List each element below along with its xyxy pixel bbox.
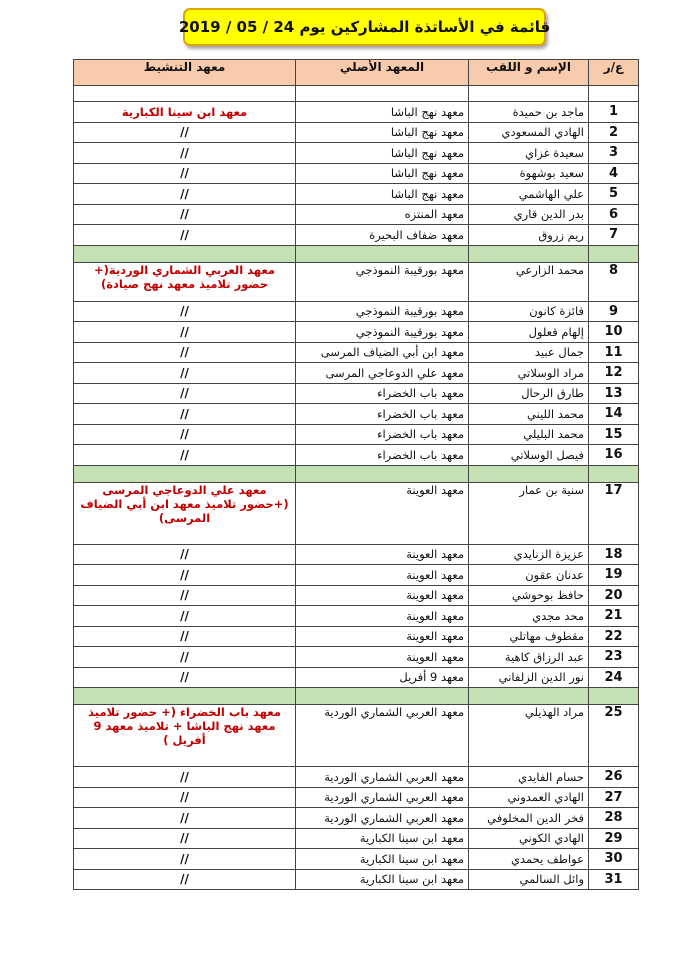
original-institute: معهد باب الخضراء	[296, 445, 469, 466]
participant-name: مقطوف مهاتلي	[469, 626, 589, 647]
activity-institute: //	[74, 143, 296, 164]
activity-institute: //	[74, 869, 296, 890]
table-row	[74, 647, 639, 668]
participants-table	[73, 59, 639, 890]
original-institute: معهد ابن سينا الكبارية	[296, 849, 469, 870]
original-institute: معهد العوينة	[296, 565, 469, 586]
table-row	[74, 163, 639, 184]
table-row	[74, 322, 639, 343]
table-row	[74, 705, 639, 767]
original-institute: معهد بورقيبة النموذجي	[296, 262, 469, 301]
participant-name: مراد الهذيلي	[469, 705, 589, 767]
participant-name: محمد الزارعي	[469, 262, 589, 301]
table-row	[74, 143, 639, 164]
row-number: 26	[589, 767, 639, 788]
table-row	[74, 404, 639, 425]
row-number: 6	[589, 204, 639, 225]
row-number: 24	[589, 667, 639, 688]
participant-name: عواطف يحمدي	[469, 849, 589, 870]
original-institute: معهد العوينة	[296, 544, 469, 565]
activity-institute: //	[74, 163, 296, 184]
row-number: 12	[589, 363, 639, 384]
row-number: 31	[589, 869, 639, 890]
participant-name: محمد البليلي	[469, 424, 589, 445]
participant-name: وائل السالمي	[469, 869, 589, 890]
activity-institute: //	[74, 445, 296, 466]
separator-cell	[74, 465, 296, 482]
original-institute: معهد نهج الباشا	[296, 102, 469, 123]
activity-institute: //	[74, 565, 296, 586]
row-number: 18	[589, 544, 639, 565]
activity-institute: //	[74, 544, 296, 565]
row-number: 9	[589, 301, 639, 322]
separator-cell	[589, 465, 639, 482]
original-institute: معهد بورقيبة النموذجي	[296, 322, 469, 343]
original-institute: معهد العوينة	[296, 482, 469, 544]
activity-institute: //	[74, 301, 296, 322]
row-number: 17	[589, 482, 639, 544]
original-institute: معهد ضفاف البحيرة	[296, 225, 469, 246]
row-number: 13	[589, 383, 639, 404]
table-row	[74, 544, 639, 565]
row-number: 11	[589, 342, 639, 363]
participant-name: حسام الفايدي	[469, 767, 589, 788]
row-number: 14	[589, 404, 639, 425]
original-institute: معهد نهج الباشا	[296, 184, 469, 205]
participant-name: محد مجدي	[469, 606, 589, 627]
separator-cell	[296, 245, 469, 262]
table-row	[74, 565, 639, 586]
separator-cell	[74, 245, 296, 262]
table-row	[74, 808, 639, 829]
activity-institute: //	[74, 585, 296, 606]
activity-institute: //	[74, 808, 296, 829]
participant-name: عزيزة الزنايدي	[469, 544, 589, 565]
participant-name: الهادي الكوني	[469, 828, 589, 849]
original-institute: معهد العوينة	[296, 647, 469, 668]
participant-name: عبد الرزاق كاهية	[469, 647, 589, 668]
participant-name: حافظ بوحوشي	[469, 585, 589, 606]
original-institute: معهد باب الخضراء	[296, 424, 469, 445]
participant-name: فخر الدين المخلوفي	[469, 808, 589, 829]
separator-cell	[589, 688, 639, 705]
original-institute: معهد بورقيبة النموذجي	[296, 301, 469, 322]
group-separator-row	[74, 465, 639, 482]
original-institute: معهد ابن سينا الكبارية	[296, 828, 469, 849]
row-number: 7	[589, 225, 639, 246]
spacer-row	[74, 86, 639, 102]
participant-name: ماجد بن حميدة	[469, 102, 589, 123]
original-institute: معهد العربي الشماري الوردية	[296, 808, 469, 829]
table-row	[74, 204, 639, 225]
original-institute: معهد ابن أبي الضياف المرسى	[296, 342, 469, 363]
separator-cell	[469, 245, 589, 262]
table-body	[74, 86, 639, 890]
activity-institute: //	[74, 404, 296, 425]
table-row	[74, 849, 639, 870]
participant-name: عدنان عقون	[469, 565, 589, 586]
row-number: 28	[589, 808, 639, 829]
participant-name: سعيد بوشهوة	[469, 163, 589, 184]
header-name: الإسم و اللقب	[469, 60, 589, 86]
table-header-row	[74, 60, 639, 86]
original-institute: معهد نهج الباشا	[296, 163, 469, 184]
original-institute: معهد باب الخضراء	[296, 404, 469, 425]
table-row	[74, 626, 639, 647]
participant-name: نور الدين الزلفاني	[469, 667, 589, 688]
table-row	[74, 667, 639, 688]
activity-institute: //	[74, 204, 296, 225]
activity-institute: معهد علي الدوعاجي المرسى (+حضور تلاميذ معهد ابن أبي الضياف المرسى)	[74, 482, 296, 544]
original-institute: معهد نهج الباشا	[296, 143, 469, 164]
original-institute: معهد العوينة	[296, 606, 469, 627]
group-separator-row	[74, 688, 639, 705]
original-institute: معهد العوينة	[296, 626, 469, 647]
row-number: 16	[589, 445, 639, 466]
participant-name: ريم زروق	[469, 225, 589, 246]
table-row	[74, 383, 639, 404]
table-row	[74, 225, 639, 246]
table-row	[74, 869, 639, 890]
row-number: 29	[589, 828, 639, 849]
activity-institute: //	[74, 667, 296, 688]
activity-institute: //	[74, 767, 296, 788]
table-row	[74, 122, 639, 143]
row-number: 27	[589, 787, 639, 808]
row-number: 25	[589, 705, 639, 767]
participant-name: الهادي المسعودي	[469, 122, 589, 143]
row-number: 3	[589, 143, 639, 164]
activity-institute: //	[74, 184, 296, 205]
table-row	[74, 424, 639, 445]
row-number: 20	[589, 585, 639, 606]
table-row	[74, 828, 639, 849]
table-row	[74, 301, 639, 322]
table-row	[74, 767, 639, 788]
activity-institute: معهد باب الخضراء (+ حضور تلاميذ معهد نهج الباشا + تلاميذ معهد 9 أفريل )	[74, 705, 296, 767]
row-number: 15	[589, 424, 639, 445]
activity-institute: //	[74, 122, 296, 143]
table-row	[74, 445, 639, 466]
activity-institute: //	[74, 363, 296, 384]
activity-institute: //	[74, 225, 296, 246]
participant-name: إلهام قعلول	[469, 322, 589, 343]
activity-institute: معهد ابن سينا الكبارية	[74, 102, 296, 123]
document-title-text: قائمة في الأساتذة المشاركين يوم 24 / 05 / 2019	[178, 18, 551, 36]
original-institute: معهد ابن سينا الكبارية	[296, 869, 469, 890]
table-row	[74, 606, 639, 627]
table-row	[74, 363, 639, 384]
table-row	[74, 262, 639, 301]
participant-name: سعيدة غزاي	[469, 143, 589, 164]
participant-name: الهادي العمدوني	[469, 787, 589, 808]
original-institute: معهد 9 أفريل	[296, 667, 469, 688]
activity-institute: //	[74, 787, 296, 808]
header-num: ع/ر	[589, 60, 639, 86]
row-number: 30	[589, 849, 639, 870]
row-number: 23	[589, 647, 639, 668]
participant-name: فيصل الوسلاتي	[469, 445, 589, 466]
separator-cell	[469, 688, 589, 705]
row-number: 10	[589, 322, 639, 343]
original-institute: معهد العربي الشماري الوردية	[296, 787, 469, 808]
separator-cell	[74, 688, 296, 705]
original-institute: معهد نهج الباشا	[296, 122, 469, 143]
row-number: 5	[589, 184, 639, 205]
activity-institute: //	[74, 606, 296, 627]
activity-institute: //	[74, 647, 296, 668]
row-number: 21	[589, 606, 639, 627]
table-row	[74, 342, 639, 363]
activity-institute: //	[74, 849, 296, 870]
original-institute: معهد علي الدوعاجي المرسى	[296, 363, 469, 384]
activity-institute: //	[74, 424, 296, 445]
table-row	[74, 787, 639, 808]
activity-institute: معهد العربي الشماري الوردية(+ حضور تلاميذ معهد نهج صيادة)	[74, 262, 296, 301]
participant-name: محمد الليني	[469, 404, 589, 425]
activity-institute: //	[74, 828, 296, 849]
header-original-institute: المعهد الأصلي	[296, 60, 469, 86]
participant-name: فائزة كانون	[469, 301, 589, 322]
original-institute: معهد العربي الشماري الوردية	[296, 767, 469, 788]
activity-institute: //	[74, 626, 296, 647]
header-activity-institute: معهد التنشيط	[74, 60, 296, 86]
participant-name: جمال عبيد	[469, 342, 589, 363]
original-institute: معهد العوينة	[296, 585, 469, 606]
group-separator-row	[74, 245, 639, 262]
separator-cell	[296, 688, 469, 705]
row-number: 2	[589, 122, 639, 143]
row-number: 4	[589, 163, 639, 184]
table-row	[74, 482, 639, 544]
participant-name: مراد الوسلاتي	[469, 363, 589, 384]
row-number: 1	[589, 102, 639, 123]
document-title	[178, 8, 551, 46]
row-number: 22	[589, 626, 639, 647]
table-row	[74, 102, 639, 123]
original-institute: معهد المنتزه	[296, 204, 469, 225]
original-institute: معهد العربي الشماري الوردية	[296, 705, 469, 767]
table-row	[74, 184, 639, 205]
participant-name: بدر الدين قاري	[469, 204, 589, 225]
participant-name: طارق الرحال	[469, 383, 589, 404]
separator-cell	[296, 465, 469, 482]
activity-institute: //	[74, 383, 296, 404]
row-number: 8	[589, 262, 639, 301]
participant-name: علي الهاشمي	[469, 184, 589, 205]
activity-institute: //	[74, 342, 296, 363]
row-number: 19	[589, 565, 639, 586]
participant-name: سنية بن عمار	[469, 482, 589, 544]
separator-cell	[589, 245, 639, 262]
table-row	[74, 585, 639, 606]
separator-cell	[469, 465, 589, 482]
original-institute: معهد باب الخضراء	[296, 383, 469, 404]
activity-institute: //	[74, 322, 296, 343]
